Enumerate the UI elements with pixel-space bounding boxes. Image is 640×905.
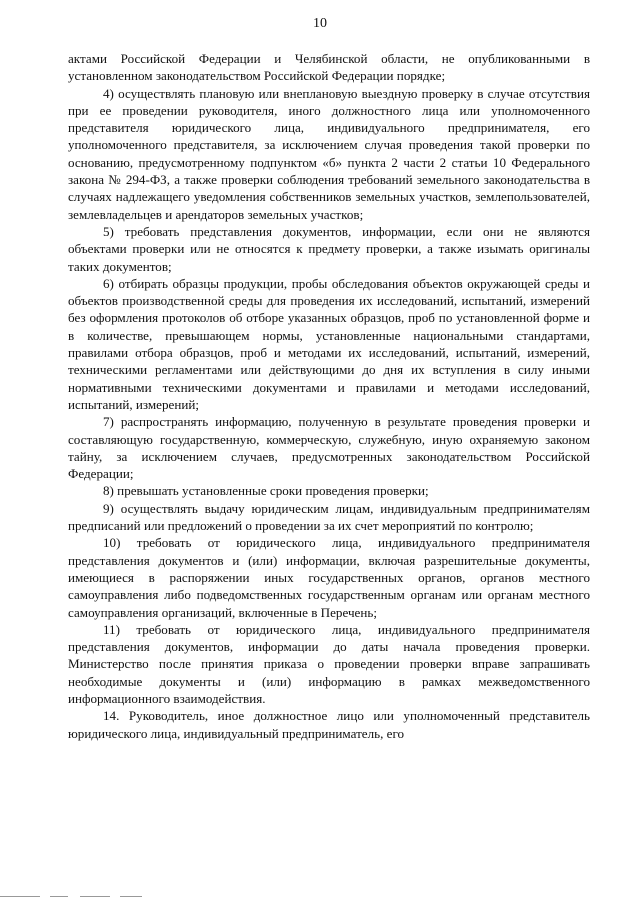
paragraph-item-6: 6) отбирать образцы продукции, пробы обследования объектов окружающей среды и объектов производственной среды для проведения их исследований, испытаний, измерений без оформления протоколов об отборе указанных образцов, проб по установленной форме и в количестве, превышающем нормы, установленные национальными стандартами, правилами отбора образцов, проб и методами их исследований, испытаний, измерений, техническими регламентами или действующими до дня их вступления в силу иными нормативными техническими документами и правилами и методами исследований, испытаний, измерений; — [68, 275, 590, 412]
paragraph-item-9: 9) осуществлять выдачу юридическим лицам, индивидуальным предпринимателям предписаний или предложений о проведении за их счет мероприятий по контролю; — [68, 500, 590, 534]
paragraph-section-14: 14. Руководитель, иное должностное лицо или уполномоченный представитель юридического лица, индивидуальный предприниматель, его — [68, 708, 590, 741]
paragraph-item-10: 10) требовать от юридического лица, индивидуального предпринимателя представления документов и (или) информации, включая разрешительные документы, имеющиеся в распоряжении иных государственных органов, органов местного самоуправления либо подведомственных государственным органам или органам местного самоуправления организаций, включенные в Перечень; — [68, 535, 590, 620]
paragraph-item-8: 8) превышать установленные сроки проведения проверки; — [103, 483, 429, 499]
paragraph-item-5: 5) требовать представления документов, информации, если они не являются объектами проверки или не относятся к предмету проверки, а также изымать оригиналы таких документов; — [68, 223, 590, 274]
document-body — [68, 50, 590, 742]
paragraph-item-7: 7) распространять информацию, полученную в результате проведения проверки и составляющую государственную, коммерческую, служебную, иную охраняемую законом тайну, за исключением случаев, предусмотренных законодательством Российской Федерации; — [68, 414, 590, 482]
page-number: 10 — [313, 16, 327, 31]
paragraph-continuation: актами Российской Федерации и Челябинской области, не опубликованными в установленном законодательством Российской Федерации порядке; — [68, 51, 590, 84]
scan-footer-marks — [0, 896, 200, 899]
paragraph-item-4: 4) осуществлять плановую или внеплановую выездную проверку в случае отсутствия при ее проведении руководителя, иного должностного лица или уполномоченного представителя юридического лица, индивидуального предпринимателя, его уполномоченного представителя, за исключением случая проведения такой проверки по основанию, предусмотренному подпунктом «б» пункта 2 части 2 статьи 10 Федерального закона № 294-ФЗ, а также проверки соблюдения требований земельного законодательства в случаях надлежащего уведомления собственников земельных участков, землепользователей, землевладельцев и арендаторов земельных участков; — [68, 85, 590, 222]
paragraph-item-11: 11) требовать от юридического лица, индивидуального предпринимателя представления документов, информации до даты начала проведения проверки. Министерство после принятия приказа о проведении проверки вправе запрашивать необходимые документы и (или) информацию в рамках межведомственного информационного взаимодействия. — [68, 621, 590, 706]
